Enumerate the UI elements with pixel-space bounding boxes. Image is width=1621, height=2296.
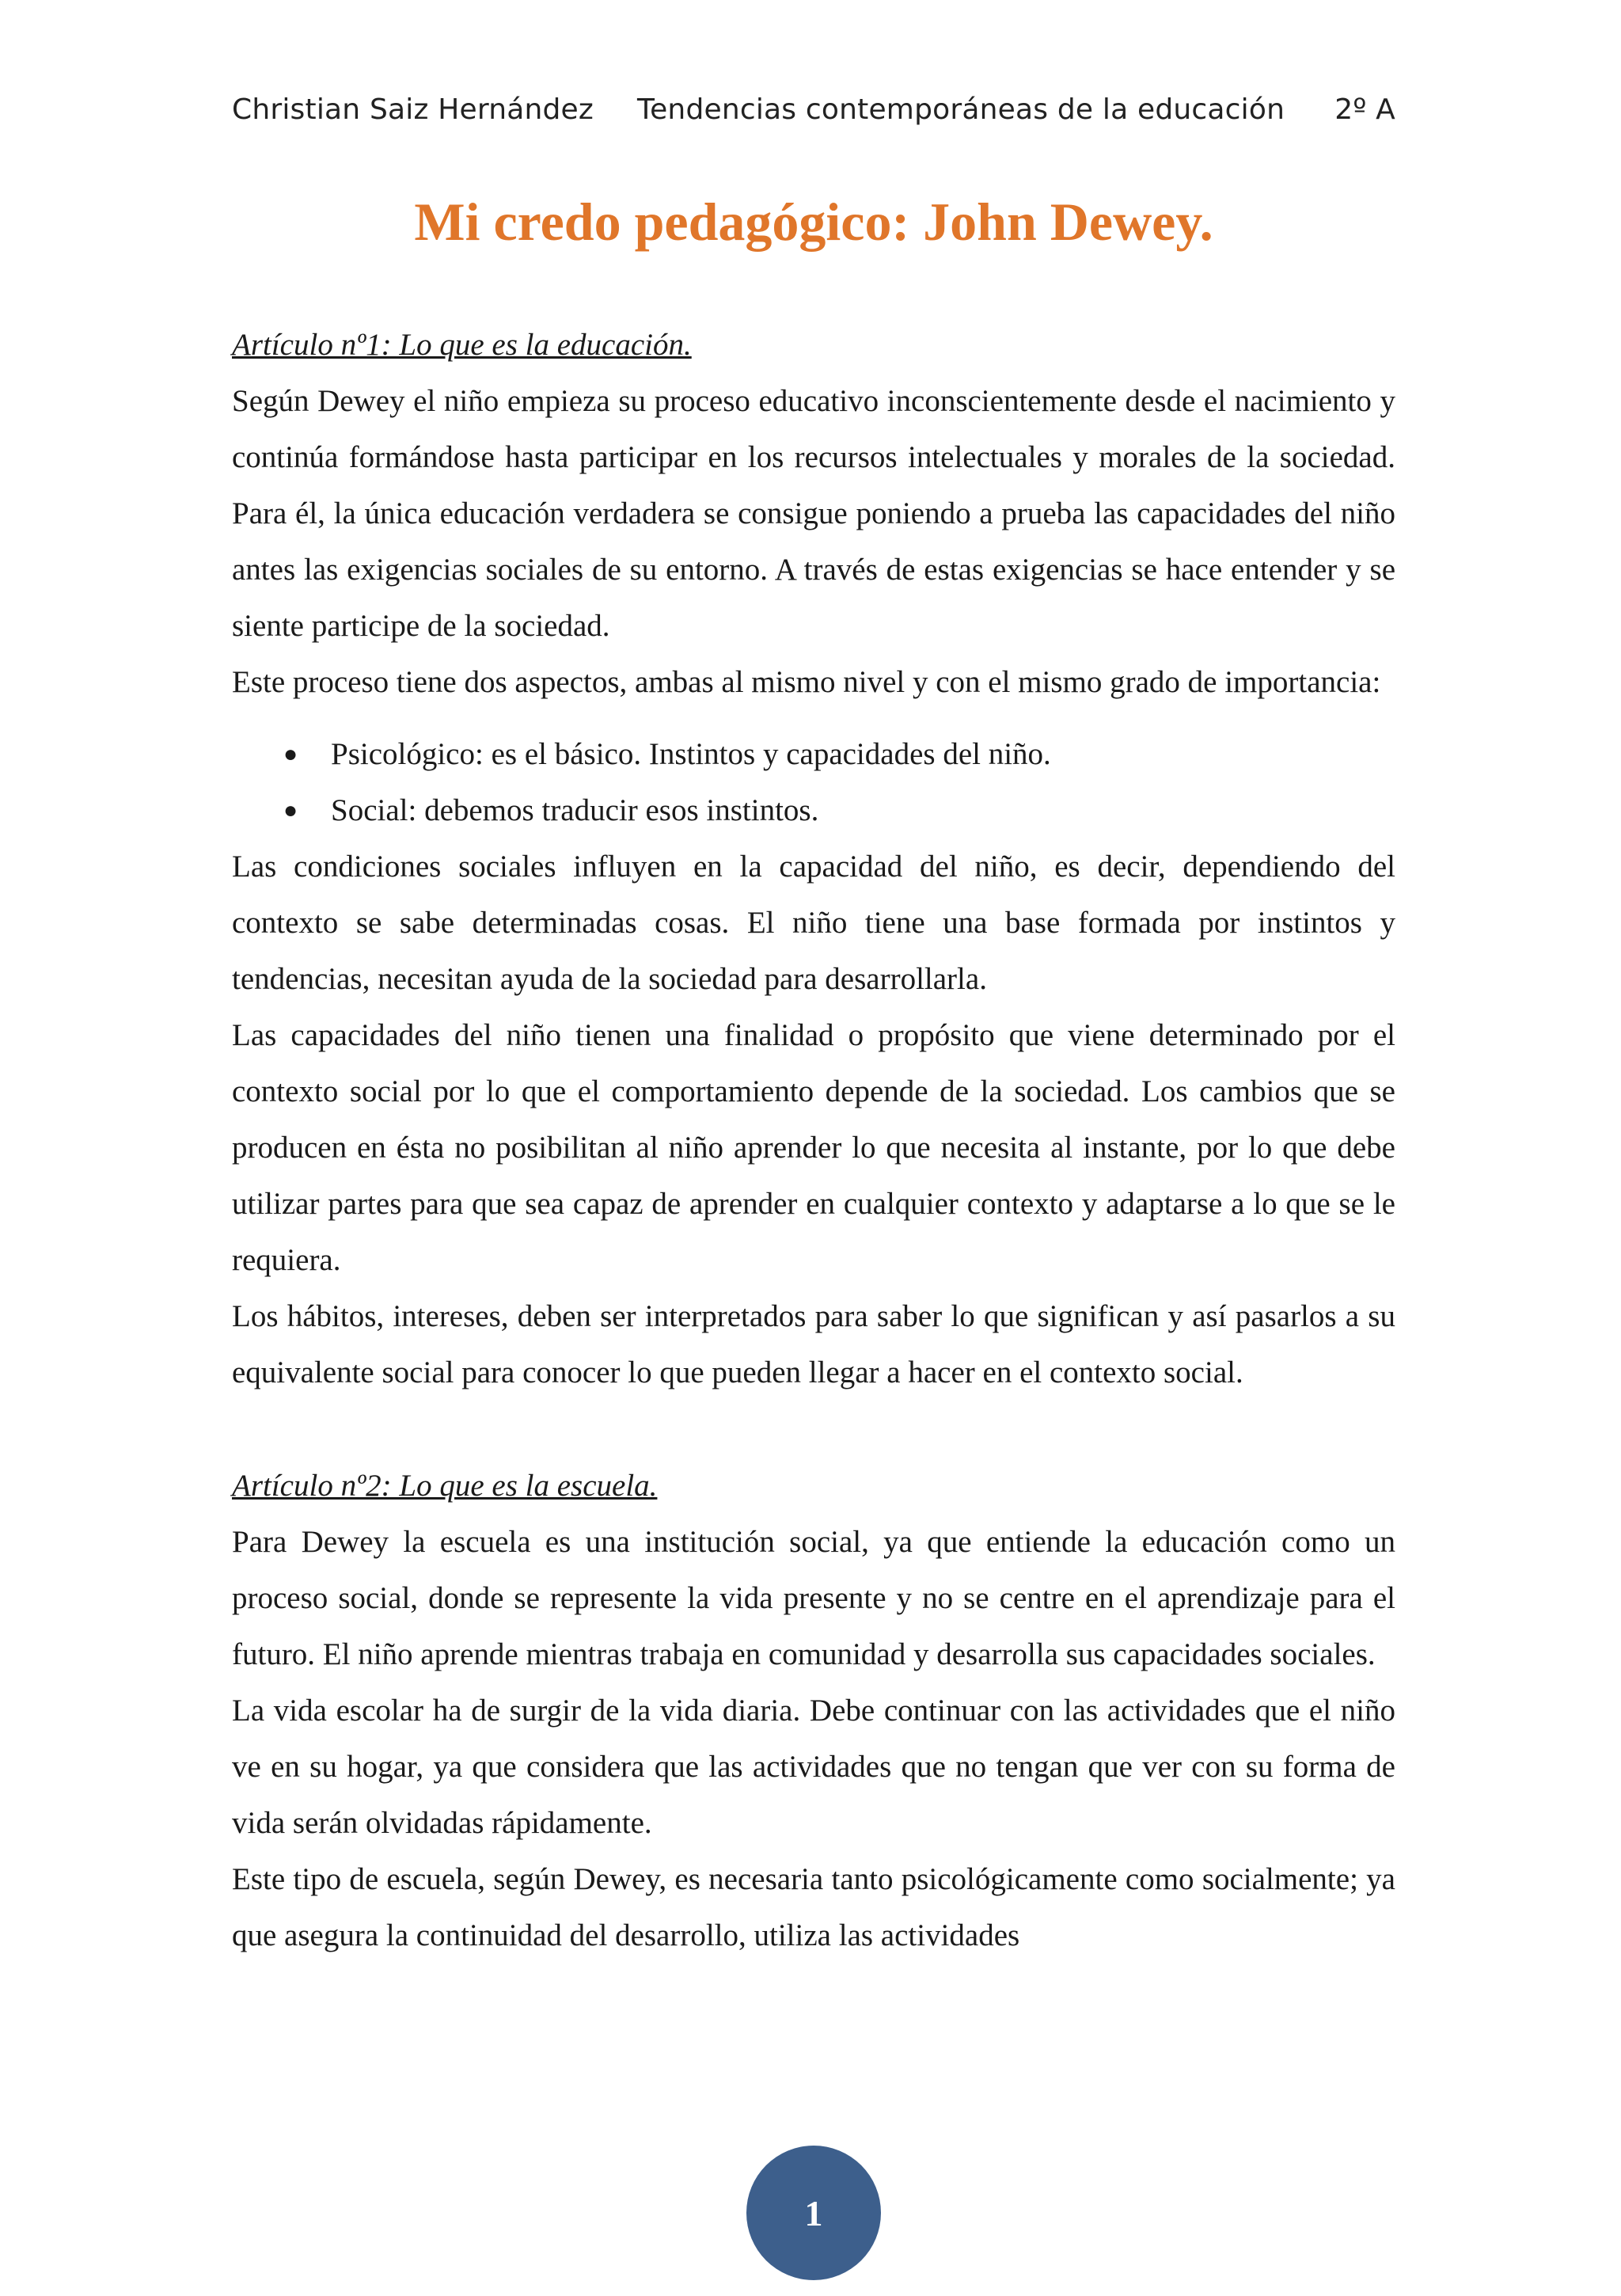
list-item	[232, 726, 1395, 782]
article-1-paragraph-2: Este proceso tiene dos aspectos, ambas al mismo nivel y con el mismo grado de importancia:	[232, 665, 1381, 699]
page-header	[232, 93, 1395, 141]
spacer	[232, 1401, 1395, 1458]
document-body	[232, 317, 1395, 1963]
bullet-icon: ●	[283, 797, 298, 823]
list-item	[232, 782, 1395, 838]
header-course: Tendencias contemporáneas de la educación	[637, 93, 1285, 126]
bullet-icon: ●	[283, 741, 298, 767]
list-item-text: Psicológico: es el básico. Instintos y capacidades del niño.	[331, 737, 1051, 771]
article-1-heading: Artículo nº1: Lo que es la educación.	[232, 328, 692, 362]
list-item-text: Social: debemos traducir esos instintos.	[331, 793, 819, 827]
article-2-paragraph-1: Para Dewey la escuela es una institución social, ya que entiende la educación como un proceso social, donde se represente la vida presente y no se centre en el aprendizaje para el futuro. El niño aprende mientras trabaja en comunidad y desarrolla sus capacidades sociales.	[232, 1525, 1395, 1671]
spacer	[232, 710, 1395, 726]
document-title: Mi credo pedagógico: John Dewey.	[414, 192, 1213, 252]
article-1-paragraph-5: Los hábitos, intereses, deben ser interpretados para saber lo que significan y así pasarlos a su equivalente social para conocer lo que pueden llegar a hacer en el contexto social.	[232, 1299, 1395, 1389]
article-2-paragraph-3: Este tipo de escuela, según Dewey, es necesaria tanto psicológicamente como socialmente; ya que asegura la continuidad del desarrollo, utiliza las actividades	[232, 1862, 1395, 1952]
article-1-paragraph-4: Las capacidades del niño tienen una finalidad o propósito que viene determinado por el contexto social por lo que el comportamiento depende de la sociedad. Los cambios que se producen en ésta no posibilitan al niño aprender lo que necesita al instante, por lo que debe utilizar partes para que sea capaz de aprender en cualquier contexto y adaptarse a lo que se le requiera.	[232, 1018, 1395, 1277]
article-1-paragraph-3: Las condiciones sociales influyen en la capacidad del niño, es decir, dependiendo del contexto se sabe determinadas cosas. El niño tiene una base formada por instintos y tendencias, necesitan ayuda de la sociedad para desarrollarla.	[232, 850, 1395, 996]
article-2-paragraph-2: La vida escolar ha de surgir de la vida diaria. Debe continuar con las actividades que el niño ve en su hogar, ya que considera que las actividades que no tengan que ver con su forma de vida serán olvidadas rápidamente.	[232, 1693, 1395, 1840]
page-number-badge: 1	[746, 2146, 881, 2280]
header-author: Christian Saiz Hernández	[232, 93, 594, 126]
header-group: 2º A	[1334, 93, 1395, 126]
article-1-paragraph-1: Según Dewey el niño empieza su proceso educativo inconscientemente desde el nacimiento y continúa formándose hasta participar en los recursos intelectuales y morales de la sociedad. Para él, la única educación verdadera se consigue poniendo a prueba las capacidades del niño antes las exigencias sociales de su entorno. A través de estas exigencias se hace entender y se siente participe de la sociedad.	[232, 384, 1395, 643]
article-2-heading: Artículo nº2: Lo que es la escuela.	[232, 1469, 658, 1503]
aspects-list	[232, 726, 1395, 838]
